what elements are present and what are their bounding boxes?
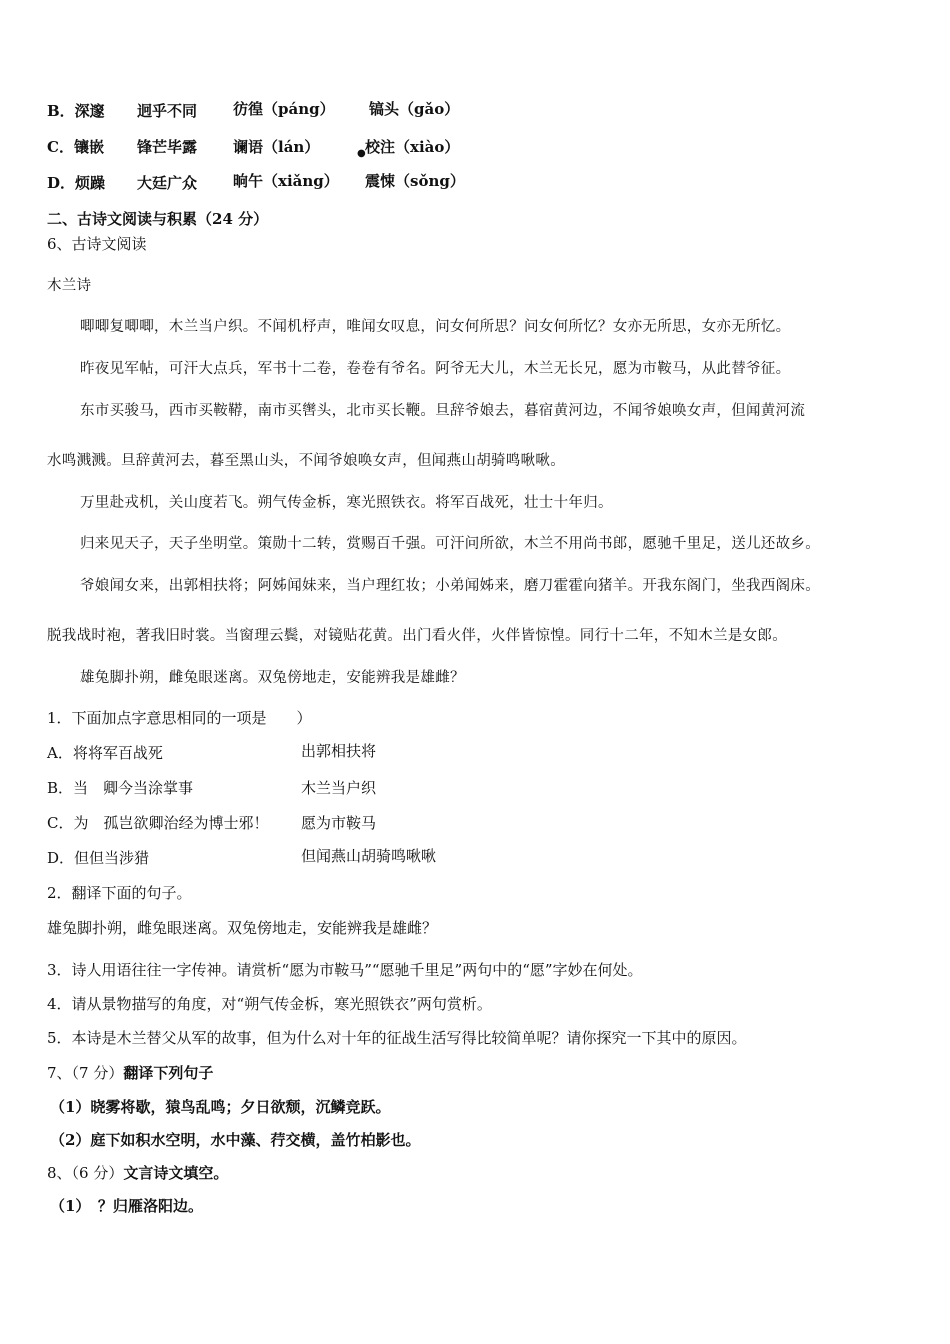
q1-option-a-left: A．将将军百战死 (47, 744, 163, 762)
option-b-row (47, 100, 460, 121)
question-1-stem: 1．下面加点字意思相同的一项是 ） (47, 709, 312, 727)
option-c-word2: 锋芒毕露 (137, 138, 198, 156)
option-d-row (47, 172, 465, 193)
q1-option-a (47, 742, 377, 763)
question-8-title: 文言诗文填空。 (123, 1164, 229, 1182)
option-d-word2: 大廷广众 (137, 174, 198, 192)
poem-title: 木兰诗 (47, 278, 92, 294)
poem-paragraph-continued: 水鸣溅溅。旦辞黄河去，暮至黑山头，不闻爷娘唤女声，但闻燕山胡骑鸣啾啾。 (47, 453, 565, 469)
question-4: 4．请从景物描写的角度，对“朔气传金柝，寒光照铁衣”两句赏析。 (47, 995, 492, 1013)
option-d-word4: 震悚（sǒng） (365, 172, 465, 190)
question-8-heading (47, 1163, 228, 1183)
question-3: 3．诗人用语往往一字传神。请赏析“愿为市鞍马”“愿驰千里足”两句中的“愿”字妙在何处。 (47, 961, 643, 979)
poem-paragraph: 雄兔脚扑朔，雌兔眼迷离。双兔傍地走，安能辨我是雄雌？ (80, 670, 465, 686)
option-b-label: B．深邃 (47, 102, 105, 120)
q1-option-d-right: 但闻燕山胡骑鸣啾啾 (301, 847, 437, 865)
poem-paragraph: 爷娘闻女来，出郭相扶将；阿姊闻妹来，当户理红妆；小弟闻姊来，磨刀霍霍向猪羊。开我东阁门，坐我西阁床。 (80, 578, 820, 594)
poem-paragraph: 万里赴戎机，关山度若飞。朔气传金柝，寒光照铁衣。将军百战死，壮士十年归。 (80, 495, 613, 511)
question-7-sentence-1: （1）晓雾将歇，猿鸟乱鸣；夕日欲颓，沉鳞竞跃。 (50, 1098, 391, 1116)
q1-option-b-left: B．当 卿今当涂掌事 (47, 779, 194, 797)
question-7-title: 翻译下列句子 (123, 1064, 214, 1082)
question-2-sentence: 雄兔脚扑朔，雌兔眼迷离。双兔傍地走，安能辨我是雄雌？ (47, 919, 438, 937)
q1-option-d (47, 847, 437, 868)
q1-option-d-left: D．但但当涉猎 (47, 849, 150, 867)
option-b-word3: 彷徨（páng） (233, 100, 335, 118)
option-b-word4: 镐头（gǎo） (369, 100, 460, 118)
question-5: 5．本诗是木兰替父从军的故事，但为什么对十年的征战生活写得比较简单呢？请你探究一下其中的原因。 (47, 1029, 747, 1047)
poem-paragraph: 唧唧复唧唧，木兰当户织。不闻机杼声，唯闻女叹息，问女何所思？问女何所忆？女亦无所思，女亦无所忆。 (80, 319, 791, 335)
option-d-label: D．烦躁 (47, 174, 106, 192)
poem-paragraph: 东市买骏马，西市买鞍鞯，南市买辔头，北市买长鞭。旦辞爷娘去，暮宿黄河边，不闻爷娘唤女声，但闻黄河流 (80, 403, 806, 419)
q1-option-c-right: 愿为市鞍马 (301, 814, 377, 832)
question-2-stem: 2．翻译下面的句子。 (47, 884, 192, 902)
option-b-word2: 迥乎不同 (137, 102, 198, 120)
section-heading: 二、古诗文阅读与积累（24 分） (47, 210, 269, 228)
q1-option-a-right: 出郭相扶将 (301, 742, 377, 760)
question-6-heading: 6、古诗文阅读 (47, 235, 147, 253)
option-c-word4: 校注（xiào） (365, 138, 460, 156)
question-7-sentence-2: （2）庭下如积水空明，水中藻、荇交横，盖竹柏影也。 (50, 1131, 421, 1149)
q1-option-c (47, 813, 377, 833)
question-7-heading (47, 1063, 213, 1083)
poem-paragraph: 昨夜见军帖，可汗大点兵，军书十二卷，卷卷有爷名。阿爷无大儿，木兰无长兄，愿为市鞍马，从此替爷征。 (80, 361, 791, 377)
option-c-word3: 谰语（lán） (233, 138, 320, 156)
poem-paragraph-continued: 脱我战时袍，著我旧时裳。当窗理云鬓，对镜贴花黄。出门看火伴，火伴皆惊惶。同行十二年，不知木兰是女郎。 (47, 628, 787, 644)
poem-paragraph: 归来见天子，天子坐明堂。策勋十二转，赏赐百千强。可汗问所欲，木兰不用尚书郎，愿驰千里足，送儿还故乡。 (80, 536, 820, 552)
emphasis-dot: ● (357, 148, 366, 159)
q1-option-b (47, 778, 377, 798)
question-7-prefix: 7、（7 分） (47, 1064, 124, 1082)
q1-option-c-left: C．为 孤岂欲卿治经为博士邪！ (47, 814, 269, 832)
question-8-prefix: 8、（6 分） (47, 1164, 124, 1182)
option-c-label: C．镶嵌 (47, 138, 104, 156)
q1-option-b-right: 木兰当户织 (301, 779, 377, 797)
question-8-item-1: （1） ？归雁洛阳边。 (50, 1197, 203, 1215)
option-c-row (47, 137, 460, 157)
option-d-word3: 晌午（xiǎng） (233, 172, 339, 190)
